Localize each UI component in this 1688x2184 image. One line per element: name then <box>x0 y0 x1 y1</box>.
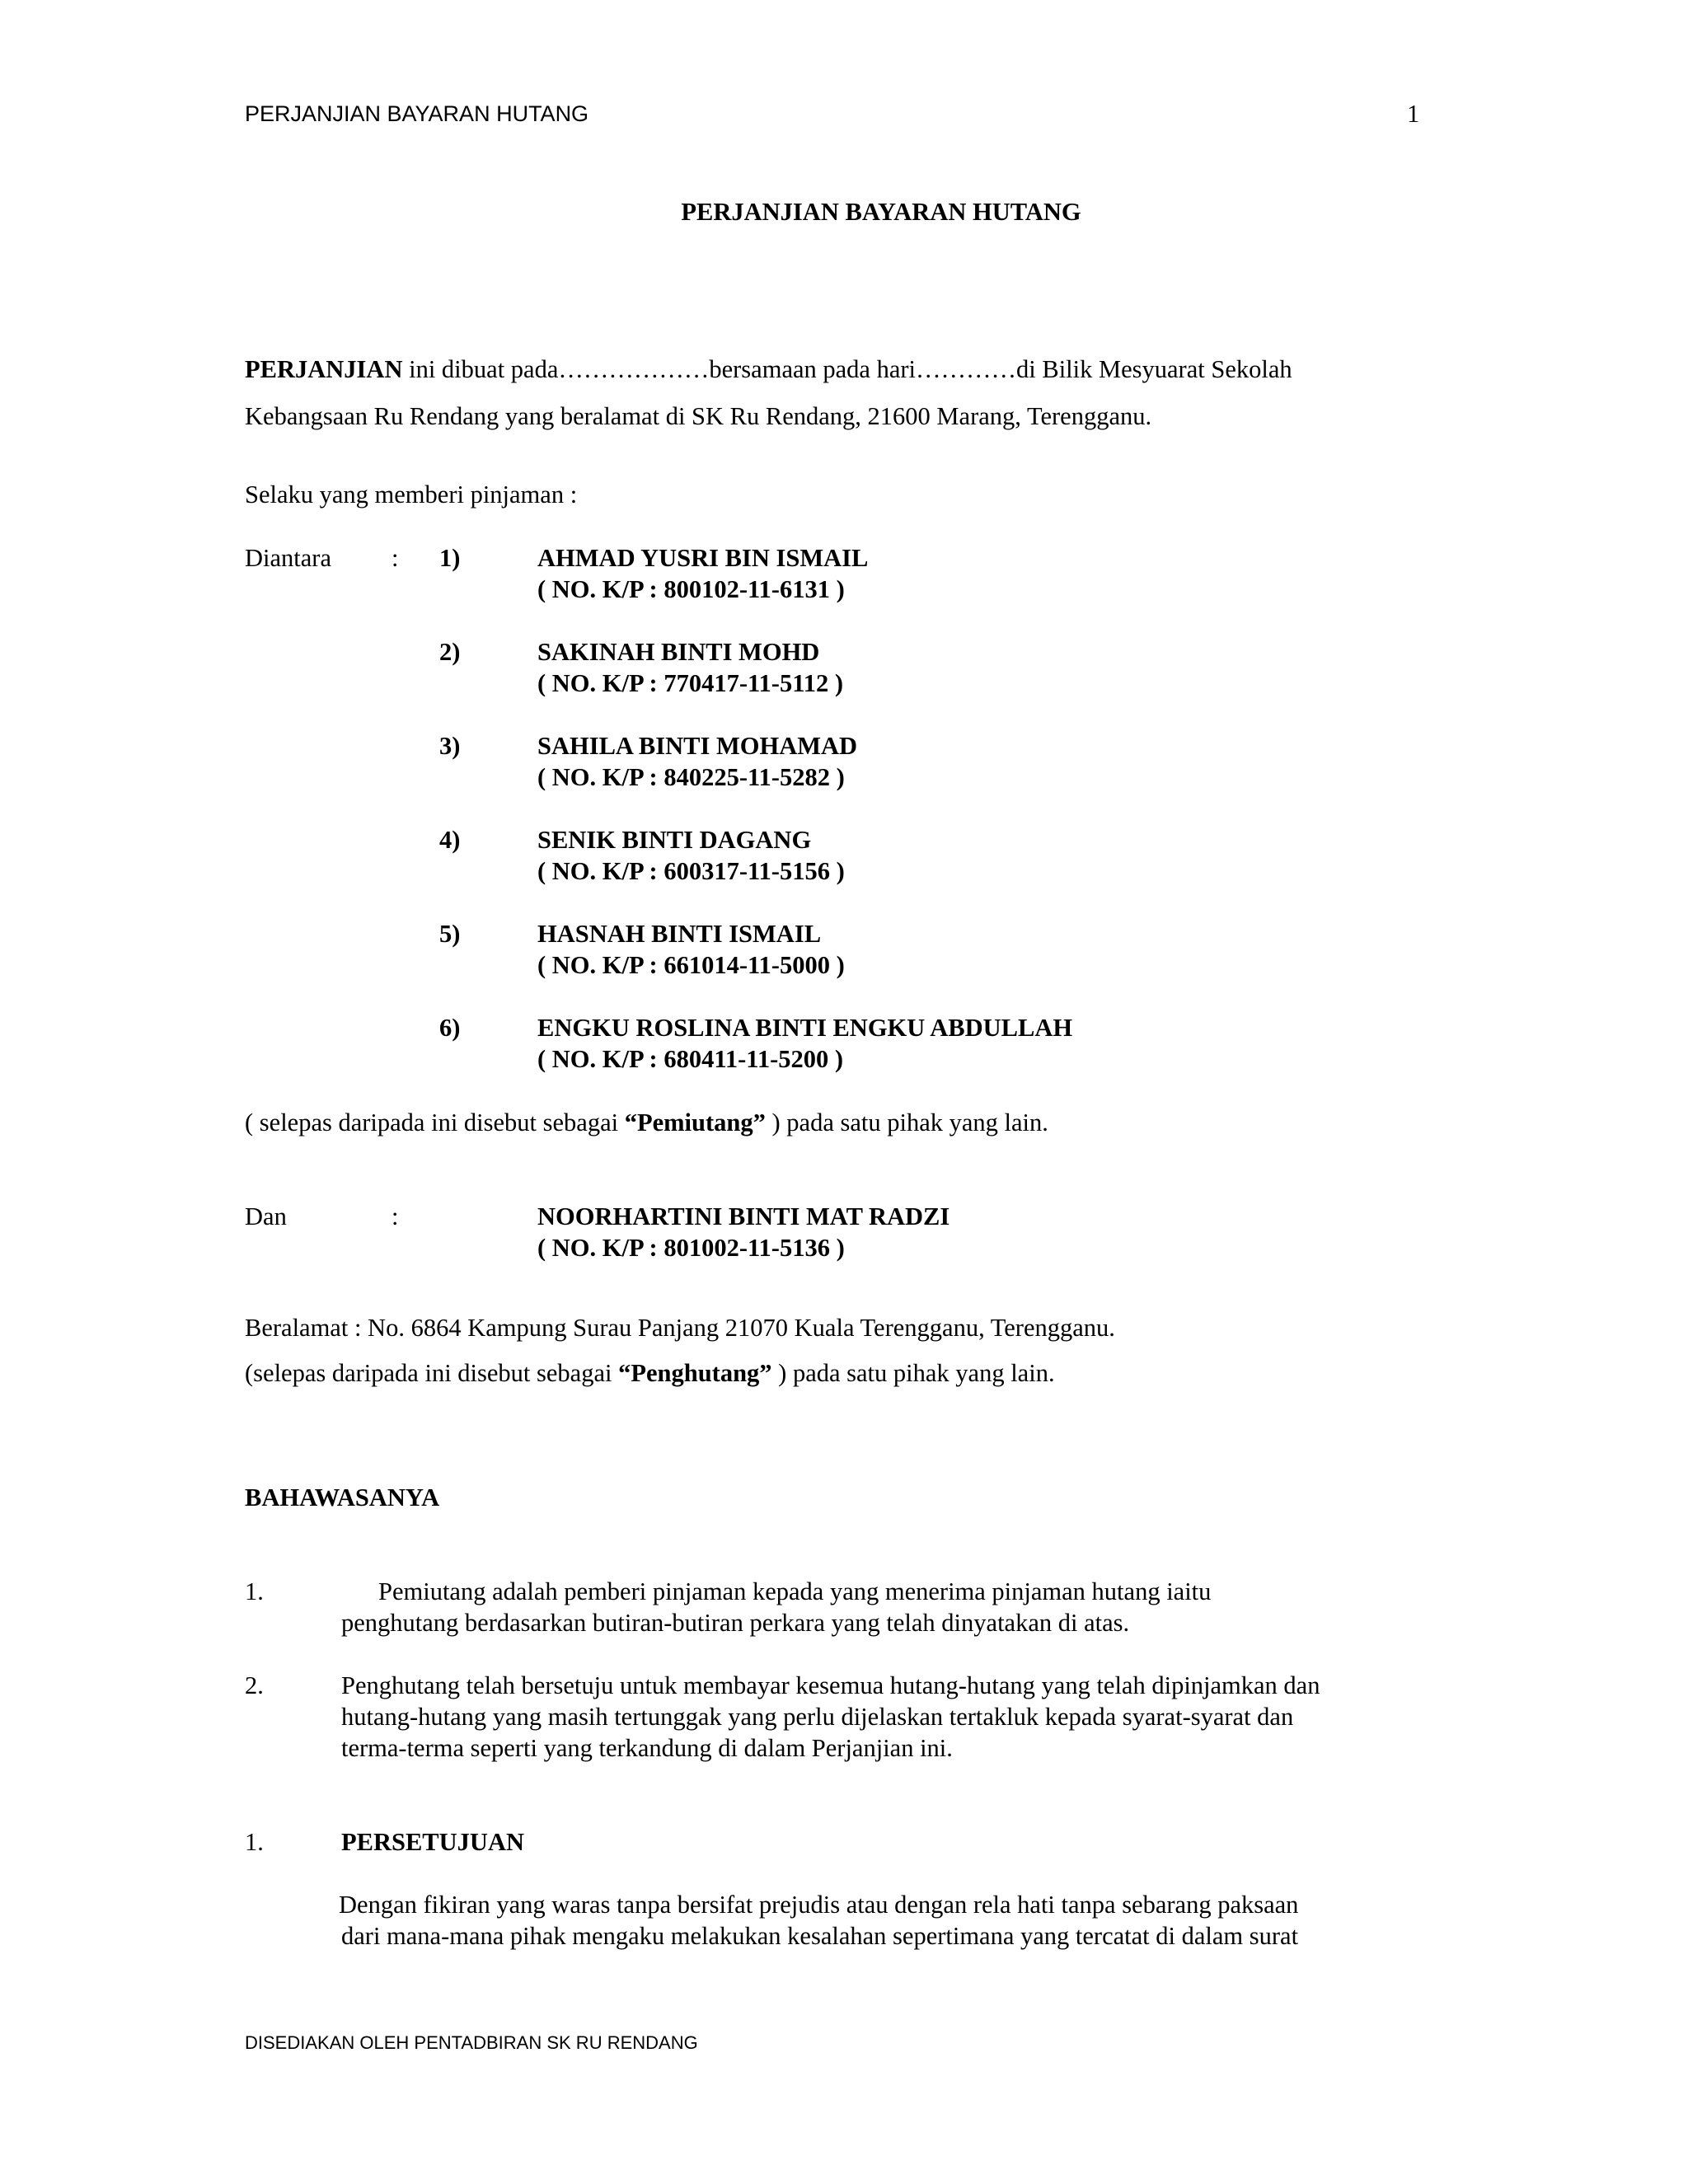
debtor-note-pre: (selepas daripada ini disebut sebagai <box>245 1359 619 1387</box>
intro-line-1-text: ini dibuat pada………………bersamaan pada hari…………di Bilik Mesyuarat Sekolah <box>402 355 1292 383</box>
creditor-term: “Pemiutang” <box>624 1108 766 1137</box>
lender-intro: Selaku yang memberi pinjaman : <box>245 480 578 509</box>
intro-line-2: Kebangsaan Ru Rendang yang beralamat di SK Ru Rendang, 21600 Marang, Terengganu. <box>245 402 1152 430</box>
party-name: SENIK BINTI DAGANG <box>537 826 812 854</box>
whereas-line: hutang-hutang yang masih tertunggak yang perlu dijelaskan tertakluk kepada syarat-syarat dan <box>341 1703 1294 1731</box>
party-ic-number: ( NO. K/P : 600317-11-5156 ) <box>537 857 845 885</box>
whereas-heading: BAHAWASANYA <box>245 1483 440 1511</box>
diantara-colon: : <box>392 544 399 572</box>
page-number: 1 <box>1407 100 1420 128</box>
party-number: 3) <box>439 732 461 760</box>
party-ic-number: ( NO. K/P : 840225-11-5282 ) <box>537 763 845 791</box>
debtor-name: NOORHARTINI BINTI MAT RADZI <box>537 1202 950 1230</box>
creditor-note-pre: ( selepas daripada ini disebut sebagai <box>245 1108 625 1137</box>
party-ic-number: ( NO. K/P : 680411-11-5200 ) <box>537 1045 844 1073</box>
whereas-number: 2. <box>245 1671 264 1699</box>
whereas-number: 1. <box>245 1577 264 1605</box>
party-number: 2) <box>439 638 461 666</box>
party-name: HASNAH BINTI ISMAIL <box>537 920 822 948</box>
section-number: 1. <box>245 1828 264 1856</box>
party-number: 1) <box>439 544 461 572</box>
whereas-line: Pemiutang adalah pemberi pinjaman kepada yang menerima pinjaman hutang iaitu <box>378 1577 1212 1605</box>
party-number: 5) <box>439 920 461 948</box>
debtor-address: Beralamat : No. 6864 Kampung Surau Panjang 21070 Kuala Terengganu, Terengganu. <box>245 1314 1115 1342</box>
debtor-term: “Penghutang” <box>618 1359 772 1387</box>
creditor-note-post: ) pada satu pihak yang lain. <box>765 1108 1048 1137</box>
party-number: 4) <box>439 826 461 854</box>
party-name: SAKINAH BINTI MOHD <box>537 638 820 666</box>
page-footer: DISEDIAKAN OLEH PENTADBIRAN SK RU RENDANG <box>245 2032 698 2053</box>
running-header-title: PERJANJIAN BAYARAN HUTANG <box>245 101 589 126</box>
section-line: dari mana-mana pihak mengaku melakukan kesalahan sepertimana yang tercatat di dalam surat <box>341 1922 1299 1950</box>
whereas-line: Penghutang telah bersetuju untuk membayar kesemua hutang-hutang yang telah dipinjamkan dan <box>341 1671 1320 1699</box>
debtor-definition <box>245 1357 1055 1390</box>
intro-lead: PERJANJIAN <box>245 355 403 383</box>
section-heading: PERSETUJUAN <box>341 1828 525 1856</box>
document-title: PERJANJIAN BAYARAN HUTANG <box>681 198 1081 226</box>
party-name: ENGKU ROSLINA BINTI ENGKU ABDULLAH <box>537 1014 1073 1042</box>
creditor-definition <box>245 1106 1048 1139</box>
debtor-note-post: ) pada satu pihak yang lain. <box>771 1359 1055 1387</box>
whereas-line: terma-terma seperti yang terkandung di dalam Perjanjian ini. <box>341 1734 953 1762</box>
party-number: 6) <box>439 1014 461 1042</box>
dan-label: Dan <box>245 1202 287 1230</box>
whereas-line: penghutang berdasarkan butiran-butiran perkara yang telah dinyatakan di atas. <box>341 1609 1130 1637</box>
dan-colon: : <box>392 1202 399 1230</box>
party-ic-number: ( NO. K/P : 661014-11-5000 ) <box>537 951 845 979</box>
party-ic-number: ( NO. K/P : 770417-11-5112 ) <box>537 669 844 697</box>
party-ic-number: ( NO. K/P : 800102-11-6131 ) <box>537 575 845 603</box>
section-line: Dengan fikiran yang waras tanpa bersifat prejudis atau dengan rela hati tanpa sebarang paksaan <box>339 1891 1299 1919</box>
diantara-label: Diantara <box>245 544 331 572</box>
debtor-ic-number: ( NO. K/P : 801002-11-5136 ) <box>537 1234 845 1262</box>
party-name: AHMAD YUSRI BIN ISMAIL <box>537 544 869 572</box>
intro-line-1 <box>245 353 1292 386</box>
party-name: SAHILA BINTI MOHAMAD <box>537 732 858 760</box>
